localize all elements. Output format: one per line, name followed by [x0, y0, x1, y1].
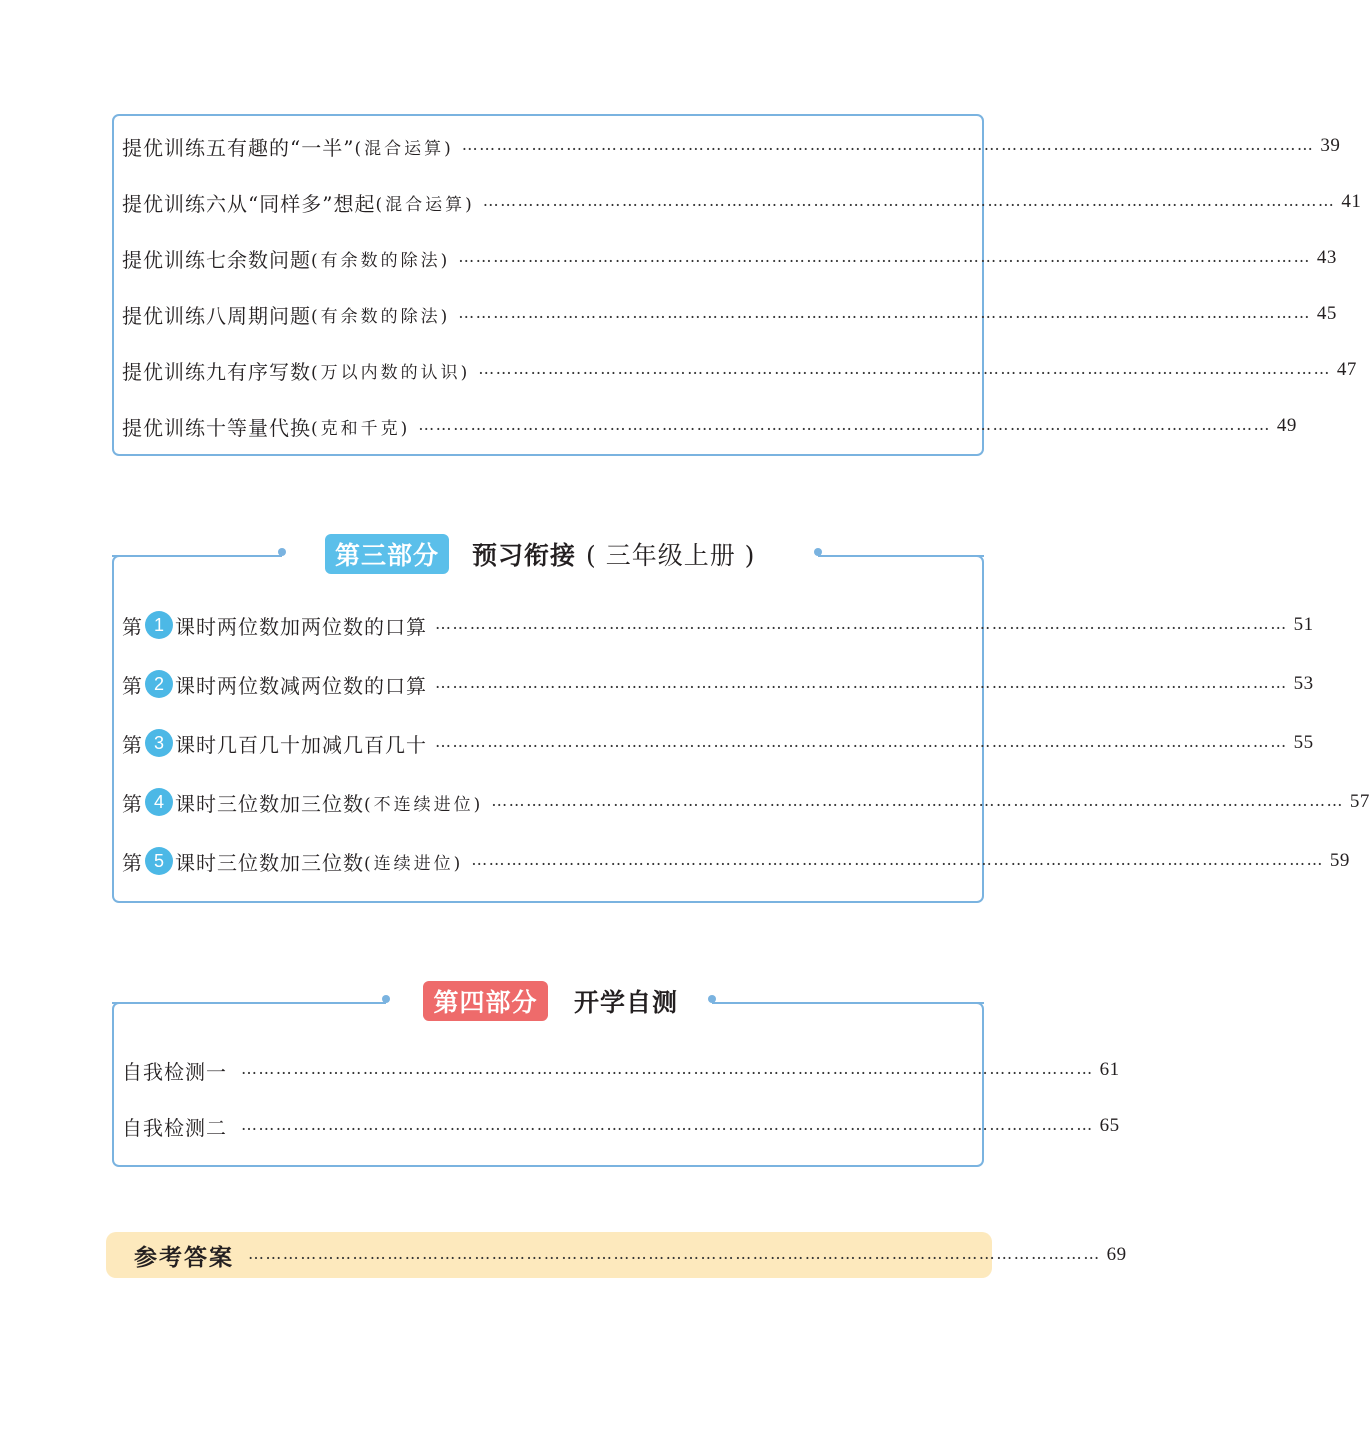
lesson-prefix: 第: [122, 673, 143, 698]
entry-title: 余数问题: [227, 247, 311, 272]
page-number: 53: [1293, 673, 1314, 694]
entry-title: 有趣的“一半”: [227, 135, 355, 160]
lesson-prefix: 第: [122, 791, 143, 816]
toc-section-part4: [112, 1002, 1120, 1167]
lesson-number-badge: 3: [145, 729, 173, 757]
page-number: 43: [1316, 247, 1337, 268]
lesson-label: [122, 670, 217, 699]
toc-entry[interactable]: [122, 298, 1337, 330]
page-number: 39: [1320, 135, 1341, 156]
page-number: 49: [1276, 415, 1297, 436]
toc-entry[interactable]: [122, 242, 1337, 274]
toc-entry[interactable]: [122, 1054, 1120, 1086]
entry-label: 提优训练十: [122, 415, 227, 440]
entry-label: 提优训练七: [122, 247, 227, 272]
entry-label: 提优训练八: [122, 303, 227, 328]
leader-dots: …………………………………………………………………………………………………………………………………: [435, 732, 1288, 751]
leader-dots: …………………………………………………………………………………………………………………………………: [418, 415, 1271, 434]
toc-entry[interactable]: [122, 130, 1341, 162]
lesson-prefix: 第: [122, 732, 143, 757]
entry-subtitle: (不连续进位): [364, 794, 484, 815]
lesson-suffix: 课时: [175, 673, 217, 698]
entry-title: 从“同样多”想起: [227, 191, 376, 216]
part3-badge: 第三部分: [325, 534, 449, 574]
entry-title: 等量代换: [227, 415, 311, 440]
page-number: 51: [1293, 614, 1314, 635]
entry-title: 两位数减两位数的口算: [217, 673, 427, 698]
entry-label: 自我检测二: [122, 1115, 227, 1140]
entry-title: 有序写数: [227, 359, 311, 384]
entry-subtitle: (有余数的除法): [311, 250, 451, 271]
answer-key-bar[interactable]: [106, 1232, 1127, 1278]
lesson-prefix: 第: [122, 614, 143, 639]
entry-label: 提优训练五: [122, 135, 227, 160]
entry-subtitle: (混合运算): [375, 194, 475, 215]
lesson-label: [122, 847, 217, 876]
lesson-number-badge: 5: [145, 847, 173, 875]
part3-title: [472, 534, 755, 574]
page-number: 47: [1336, 359, 1357, 380]
lesson-entry[interactable]: [122, 786, 1370, 818]
lesson-suffix: 课时: [175, 850, 217, 875]
entry-label: 提优训练六: [122, 191, 227, 216]
leader-dots: …………………………………………………………………………………………………………………………………: [458, 303, 1311, 322]
page-number: 57: [1349, 791, 1370, 812]
entry-subtitle: (克和千克): [311, 418, 411, 439]
header-dot-left: [278, 548, 286, 556]
entry-subtitle: (万以内数的认识): [311, 362, 471, 383]
answer-key-label: 参考答案: [134, 1244, 234, 1271]
part3-title-paren: ( 三年级上册 ): [586, 541, 756, 570]
entry-title: 三位数加三位数: [217, 850, 364, 875]
header-line-right: [712, 1002, 984, 1004]
part4-title: 开学自测: [574, 988, 679, 1017]
header-dot-left: [382, 995, 390, 1003]
page-number: 65: [1099, 1115, 1120, 1136]
lesson-suffix: 课时: [175, 791, 217, 816]
lesson-entry[interactable]: [122, 727, 1314, 759]
leader-dots: …………………………………………………………………………………………………………………………………: [471, 850, 1324, 869]
lesson-entry[interactable]: [122, 845, 1350, 877]
entry-title: 周期问题: [227, 303, 311, 328]
page-number: 61: [1099, 1059, 1120, 1080]
page-number: 55: [1293, 732, 1314, 753]
header-line-left: [112, 555, 282, 557]
leader-dots: …………………………………………………………………………………………………………………………………: [482, 191, 1336, 210]
leader-dots: …………………………………………………………………………………………………………………………………: [491, 791, 1344, 810]
toc-section-part3: [112, 555, 1370, 903]
page-number: 45: [1316, 303, 1337, 324]
lesson-label: [122, 729, 217, 758]
lesson-prefix: 第: [122, 850, 143, 875]
page-number: 59: [1329, 850, 1350, 871]
entry-title: 两位数加两位数的口算: [217, 614, 427, 639]
leader-dots: …………………………………………………………………………………………………………………………………: [241, 1059, 1094, 1078]
toc-entry[interactable]: [122, 410, 1297, 442]
lesson-suffix: 课时: [175, 732, 217, 757]
toc-entry[interactable]: [122, 1110, 1120, 1142]
leader-dots: …………………………………………………………………………………………………………………………………: [248, 1244, 1101, 1263]
lesson-entry[interactable]: [122, 668, 1314, 700]
toc-entry[interactable]: [134, 1239, 1127, 1271]
lesson-number-badge: 4: [145, 788, 173, 816]
leader-dots: …………………………………………………………………………………………………………………………………: [241, 1115, 1094, 1134]
lesson-suffix: 课时: [175, 614, 217, 639]
lesson-number-badge: 1: [145, 611, 173, 639]
entry-title: 几百几十加减几百几十: [217, 732, 427, 757]
lesson-label: [122, 611, 217, 640]
leader-dots: …………………………………………………………………………………………………………………………………: [435, 673, 1288, 692]
toc-entry[interactable]: [122, 354, 1357, 386]
entry-subtitle: (混合运算): [354, 138, 454, 159]
leader-dots: …………………………………………………………………………………………………………………………………: [478, 359, 1331, 378]
leader-dots: …………………………………………………………………………………………………………………………………: [458, 247, 1311, 266]
toc-section-top: [112, 114, 1362, 456]
lesson-label: [122, 788, 217, 817]
entry-label: 自我检测一: [122, 1059, 227, 1084]
leader-dots: …………………………………………………………………………………………………………………………………: [461, 135, 1315, 154]
header-line-right: [818, 555, 984, 557]
page-number: 69: [1106, 1244, 1127, 1265]
entry-subtitle: (连续进位): [364, 853, 464, 874]
part4-badge: 第四部分: [423, 981, 548, 1021]
header-line-left: [112, 1002, 386, 1004]
entry-subtitle: (有余数的除法): [311, 306, 451, 327]
page-number: 41: [1341, 191, 1362, 212]
part3-title-text: 预习衔接: [472, 541, 577, 570]
entry-title: 三位数加三位数: [217, 791, 364, 816]
leader-dots: …………………………………………………………………………………………………………………………………: [435, 614, 1288, 633]
entry-label: 提优训练九: [122, 359, 227, 384]
lesson-entry[interactable]: [122, 609, 1314, 641]
toc-entry[interactable]: [122, 186, 1362, 218]
lesson-number-badge: 2: [145, 670, 173, 698]
